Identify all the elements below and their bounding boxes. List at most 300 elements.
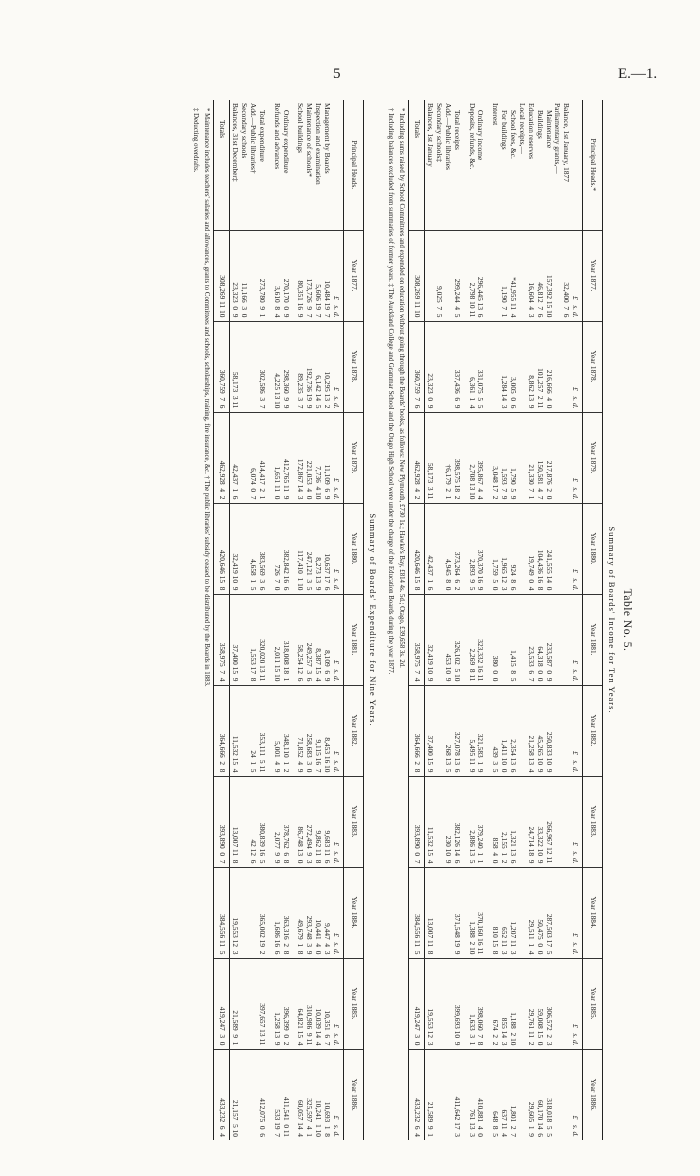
value-cell: 1,388 2 10 [467, 867, 476, 958]
value-cell: 325,597 4 1 [304, 1049, 313, 1140]
value-cell: 32,419 10 9 [425, 594, 434, 685]
row-label: Buildings [535, 110, 545, 139]
value-cell: 370,370 16 9 [476, 503, 485, 594]
unit-cell: £ s. d. [331, 867, 343, 958]
total-cell: 358,975 7 4 [214, 594, 230, 685]
value-cell: 230 10 9 [443, 776, 452, 867]
column-header-year: Year 1885. [583, 958, 603, 1049]
value-cell: 272,494 9 3 [304, 776, 313, 867]
value-cell: 172,867 14 3 [296, 412, 305, 503]
table-subtitle: Summary of Boards' Income for Ten Years. [607, 526, 618, 714]
row-label: Deposits, refunds, &c. [467, 103, 477, 170]
value-cell [443, 230, 452, 321]
unit-cell: £ s. d. [570, 958, 582, 1049]
value-cell: 674 2 2 [490, 958, 499, 1049]
value-cell: 1,633 3 1 [467, 958, 476, 1049]
value-cell: 383,569 3 6 [257, 503, 266, 594]
value-cell [239, 958, 248, 1049]
total-cell: 364,666 2 8 [409, 685, 425, 776]
value-cell: 761 13 3 [467, 1049, 476, 1140]
value-cell [434, 594, 443, 685]
value-cell: 321,583 1 9 [476, 685, 485, 776]
value-cell: 21,589 9 1 [425, 1049, 434, 1140]
value-cell: 318,008 18 1 [281, 594, 290, 685]
value-cell [561, 412, 570, 503]
row-label: Ordinary expenditure [281, 110, 291, 174]
value-cell: 410,881 4 0 [476, 1049, 485, 1140]
value-cell [517, 776, 526, 867]
value-cell: 9,683 11 6 [322, 776, 331, 867]
value-cell [425, 230, 434, 321]
table-row [490, 100, 499, 1140]
column-header-year: Year 1884. [343, 867, 363, 958]
value-cell [517, 1049, 526, 1140]
page-number: 5 [333, 66, 341, 82]
value-cell: 89,235 3 7 [296, 321, 305, 412]
value-cell: 23,323 0 9 [230, 230, 239, 321]
value-cell: 5,001 4 9 [272, 685, 281, 776]
value-cell: 7,736 4 10 [313, 412, 322, 503]
value-cell: 453 10 9 [443, 594, 452, 685]
value-cell: 9,115 16 7 [313, 685, 322, 776]
value-cell [490, 321, 499, 412]
total-cell: 360,759 7 6 [214, 321, 230, 412]
value-cell: 1,188 2 10 [508, 958, 517, 1049]
unit-cell: £ s. d. [570, 230, 582, 321]
value-cell [553, 594, 562, 685]
unit-cell: £ s. d. [570, 503, 582, 594]
value-cell: 924 8 6 [508, 503, 517, 594]
value-cell: 373,264 6 2 [452, 503, 461, 594]
row-label: Secondary schools‡ [434, 103, 444, 162]
table-row [526, 100, 535, 1140]
value-cell: 157,392 15 10 [544, 230, 553, 321]
total-cell: 433,232 6 4 [409, 1049, 425, 1140]
value-cell: *41,955 11 4 [508, 230, 517, 321]
value-cell: 380 0 0 [490, 594, 499, 685]
table-row [544, 100, 553, 1140]
column-header-year: Year 1883. [583, 776, 603, 867]
value-cell: 363,316 2 8 [281, 867, 290, 958]
footnote: * Including sums raised by School Committees and expended on education without going through the Boards' books, as follows: New Plymouth, £730 1s.; Hawke's Bay, £814 4s. 5d.; Otago, £39,658 3s. 2d. [398, 108, 406, 668]
total-cell: 419,247 3 0 [409, 958, 425, 1049]
value-cell [561, 503, 570, 594]
table-row [452, 100, 461, 1140]
income-table [408, 100, 603, 1140]
value-cell: 8,387 15 4 [313, 594, 322, 685]
table-row [257, 100, 266, 1140]
row-label: Ordinary income [476, 110, 486, 161]
value-cell: 42,437 1 6 [230, 412, 239, 503]
value-cell [499, 594, 508, 685]
value-cell: 241,555 14 0 [544, 503, 553, 594]
value-cell: 21,330 7 1 [526, 412, 535, 503]
value-cell: 104,436 16 8 [535, 503, 544, 594]
value-cell: 268 13 5 [443, 685, 452, 776]
total-cell: 420,646 15 8 [214, 503, 230, 594]
value-cell: 1,651 11 0 [272, 412, 281, 503]
value-cell: 249,257 3 6 [304, 594, 313, 685]
table-row [248, 100, 257, 1140]
value-cell [239, 412, 248, 503]
value-cell: 59,008 15 0 [535, 958, 544, 1049]
value-cell [248, 958, 257, 1049]
value-cell: 353,111 5 11 [257, 685, 266, 776]
value-cell: 11,166 3 0 [239, 230, 248, 321]
column-header-year: Year 1883. [343, 776, 363, 867]
value-cell [561, 321, 570, 412]
totals-row [409, 100, 425, 1140]
footnote: * Maintenance includes teachers' salaries and allowances, grants to Committees and schools, scholarships, training, fire insurance, &c. † The public libraries' subsidy ceased to be distributed by the Boards in 1883. [203, 108, 211, 687]
value-cell [248, 230, 257, 321]
value-cell: 398,575 18 2 [452, 412, 461, 503]
table-row [508, 100, 517, 1140]
value-cell: 32,400 7 6 [561, 230, 570, 321]
value-cell: 327,078 13 6 [452, 685, 461, 776]
value-cell: 382,842 16 6 [281, 503, 290, 594]
spacer-cell [484, 321, 490, 412]
value-cell: 378,762 6 8 [281, 776, 290, 867]
value-cell: 10,039 14 4 [313, 958, 322, 1049]
value-cell: 50,475 0 0 [535, 867, 544, 958]
value-cell [553, 958, 562, 1049]
value-cell: 412,765 11 9 [281, 412, 290, 503]
value-cell: 10,441 4 0 [313, 867, 322, 958]
value-cell: 382,126 14 6 [452, 776, 461, 867]
value-cell: 1,790 5 9 [508, 412, 517, 503]
value-cell [239, 594, 248, 685]
income-footnotes [386, 100, 405, 1140]
value-cell: 221,053 4 0 [304, 412, 313, 503]
value-cell: †6,179 2 1 [443, 412, 452, 503]
value-cell: 10,484 19 7 [322, 230, 331, 321]
value-cell [517, 685, 526, 776]
table-row [322, 100, 331, 1140]
value-cell [443, 1049, 452, 1140]
value-cell: 2,886 13 5 [467, 776, 476, 867]
value-cell: 270,170 0 9 [281, 230, 290, 321]
value-cell: 10,351 6 7 [322, 958, 331, 1049]
value-cell: 258,683 3 0 [304, 685, 313, 776]
total-cell: 308,269 11 10 [214, 230, 230, 321]
footnote: ‡ Deducting overdrafts. [192, 108, 200, 173]
value-cell: 323,332 16 11 [476, 594, 485, 685]
unit-row [331, 100, 343, 1140]
column-header-year: Year 1880. [343, 503, 363, 594]
value-cell: 1,759 5 0 [490, 503, 499, 594]
value-cell [443, 867, 452, 958]
value-cell [517, 412, 526, 503]
total-cell: 419,247 3 0 [214, 958, 230, 1049]
value-cell [517, 230, 526, 321]
value-cell: 348,110 1 2 [281, 685, 290, 776]
value-cell [553, 1049, 562, 1140]
value-cell [239, 321, 248, 412]
rotated-page-content [65, 100, 635, 1140]
spacer-row [461, 100, 467, 1140]
row-label: Balances, 1st January [426, 103, 436, 167]
value-cell: 60,057 14 4 [296, 1049, 305, 1140]
value-cell: 296,445 13 6 [476, 230, 485, 321]
total-cell: 393,890 0 7 [409, 776, 425, 867]
spacer-row [484, 100, 490, 1140]
value-cell: 192,736 19 9 [304, 321, 313, 412]
column-header-year: Year 1877. [583, 230, 603, 321]
row-label: Management by Boards [323, 103, 333, 174]
value-cell [490, 230, 499, 321]
page-reference: E.—1. [618, 66, 658, 82]
row-label: Refunds and advances [272, 103, 282, 170]
value-cell: 397,657 13 11 [257, 958, 266, 1049]
value-cell: 2,155 1 2 [499, 776, 508, 867]
value-cell: 299,244 4 5 [452, 230, 461, 321]
value-cell: 11,532 15 4 [230, 685, 239, 776]
value-cell: 3,048 17 2 [490, 412, 499, 503]
value-cell: 2,011 15 10 [272, 594, 281, 685]
unit-cell: £ s. d. [570, 685, 582, 776]
value-cell [517, 958, 526, 1049]
column-header-year: Year 1886. [343, 1049, 363, 1140]
value-cell: 266,967 12 11 [544, 776, 553, 867]
table-row [517, 100, 526, 1140]
table-row [272, 100, 281, 1140]
value-cell: 33,322 10 9 [535, 776, 544, 867]
value-cell: 10,637 17 6 [322, 503, 331, 594]
column-header-year: Year 1885. [343, 958, 363, 1049]
value-cell [553, 503, 562, 594]
value-cell: 412,075 0 6 [257, 1049, 266, 1140]
table-title: Table No. 5. [621, 588, 633, 652]
value-cell: 150,581 4 7 [535, 412, 544, 503]
value-cell [517, 321, 526, 412]
row-label: Education reserves [526, 103, 536, 160]
value-cell: 250,833 10 9 [544, 685, 553, 776]
value-cell: 439 3 5 [490, 685, 499, 776]
value-cell: 648 8 5 [490, 1049, 499, 1140]
value-cell [434, 412, 443, 503]
value-cell: 396,399 0 2 [281, 958, 290, 1049]
row-label: Maintenance of schools* [305, 103, 315, 177]
value-cell: 2,708 13 10 [467, 412, 476, 503]
value-cell [561, 867, 570, 958]
value-cell [434, 867, 443, 958]
value-cell: 11,532 15 4 [425, 776, 434, 867]
value-cell: 8,273 13 9 [313, 503, 322, 594]
table-row [230, 100, 239, 1140]
totals-row [214, 100, 230, 1140]
value-cell: 10,241 1 10 [313, 1049, 322, 1140]
table-row [499, 100, 508, 1140]
table-row [561, 100, 570, 1140]
value-cell: 58,173 3 11 [230, 321, 239, 412]
row-label: Total receipts [452, 110, 462, 150]
value-cell: 652 11 3 [499, 867, 508, 958]
unit-row [570, 100, 582, 1140]
value-cell: 395,867 4 4 [476, 412, 485, 503]
value-cell: 320,020 13 11 [257, 594, 266, 685]
value-cell: 58,254 12 6 [296, 594, 305, 685]
unit-cell: £ s. d. [331, 594, 343, 685]
value-cell [434, 958, 443, 1049]
row-label: Secondary schools [240, 103, 250, 159]
total-cell: 384,556 11 5 [214, 867, 230, 958]
value-cell [553, 685, 562, 776]
column-header-year: Year 1879. [343, 412, 363, 503]
table-row [443, 100, 452, 1140]
unit-cell: £ s. d. [331, 1049, 343, 1140]
value-cell: 9,862 11 8 [313, 776, 322, 867]
value-cell: 3,610 8 4 [272, 230, 281, 321]
row-label: Add.—Public libraries† [248, 103, 258, 174]
value-cell: 24,714 18 9 [526, 776, 535, 867]
value-cell: 1,321 13 6 [508, 776, 517, 867]
value-cell: 247,121 3 5 [304, 503, 313, 594]
row-label: School buildings [296, 103, 306, 153]
value-cell: 411,642 17 3 [452, 1049, 461, 1140]
value-cell: 71,852 4 9 [296, 685, 305, 776]
value-cell: 37,400 15 9 [425, 685, 434, 776]
total-cell: 433,232 6 4 [214, 1049, 230, 1140]
table-row [553, 100, 562, 1140]
value-cell: 8,109 6 9 [322, 594, 331, 685]
value-cell: 1,258 13 9 [272, 958, 281, 1049]
total-cell: 420,646 15 8 [409, 503, 425, 594]
spacer-row [266, 100, 272, 1140]
value-cell: 23,323 0 9 [425, 321, 434, 412]
value-cell [561, 685, 570, 776]
value-cell: 273,780 9 1 [257, 230, 266, 321]
value-cell: 217,876 2 0 [544, 412, 553, 503]
value-cell: 24 1 5 [248, 685, 257, 776]
row-label: Inspection and examination [314, 103, 324, 185]
column-header-year: Year 1877. [343, 230, 363, 321]
value-cell [561, 776, 570, 867]
table-row [239, 100, 248, 1140]
value-cell [248, 867, 257, 958]
value-cell: 533 19 7 [272, 1049, 281, 1140]
value-cell [517, 594, 526, 685]
total-cell: 358,975 7 4 [409, 594, 425, 685]
value-cell: 2,893 9 5 [467, 503, 476, 594]
row-label: Interest [491, 103, 501, 126]
value-cell: 58,173 3 11 [425, 412, 434, 503]
unit-cell: £ s. d. [331, 776, 343, 867]
unit-cell: £ s. d. [570, 321, 582, 412]
expenditure-table [213, 100, 363, 1140]
value-cell: 6,361 1 4 [467, 321, 476, 412]
value-cell: 37,400 15 9 [230, 594, 239, 685]
value-cell: 23,533 6 7 [526, 594, 535, 685]
unit-cell-blank [570, 100, 582, 230]
column-header-year: Year 1886. [583, 1049, 603, 1140]
value-cell [553, 867, 562, 958]
row-label: Balances, 31st December‡ [231, 103, 241, 182]
value-cell: 6,074 0 7 [248, 412, 257, 503]
value-cell [239, 867, 248, 958]
value-cell [239, 1049, 248, 1140]
column-header-principal-heads: Principal Heads. [343, 100, 363, 230]
value-cell [553, 412, 562, 503]
value-cell: 1,207 11 3 [508, 867, 517, 958]
column-header-year: Year 1884. [583, 867, 603, 958]
column-header-principal-heads: Principal Heads.* [583, 100, 603, 230]
totals-label: Totals [409, 100, 425, 230]
table-row [304, 100, 313, 1140]
value-cell: 21,258 13 4 [526, 685, 535, 776]
value-cell: 9,025 7 5 [434, 230, 443, 321]
value-cell: 10,693 1 8 [322, 1049, 331, 1140]
value-cell: 29,605 1 9 [526, 1049, 535, 1140]
value-cell: 337,436 6 9 [452, 321, 461, 412]
row-label: Balance, 1st January, 1877 [562, 103, 572, 182]
value-cell: 1,190 7 1 [499, 230, 508, 321]
value-cell: 19,749 0 4 [526, 503, 535, 594]
column-header-year: Year 1879. [583, 412, 603, 503]
value-cell: 21,157 5 10 [230, 1049, 239, 1140]
value-cell: 379,240 1 1 [476, 776, 485, 867]
value-cell: 117,410 1 10 [296, 503, 305, 594]
value-cell: 101,257 2 11 [535, 321, 544, 412]
value-cell: 42,437 1 6 [425, 503, 434, 594]
column-header-year: Year 1881. [583, 594, 603, 685]
value-cell: 13,007 11 8 [230, 776, 239, 867]
value-cell [561, 594, 570, 685]
value-cell [239, 503, 248, 594]
value-cell [434, 1049, 443, 1140]
column-header-year: Year 1878. [343, 321, 363, 412]
value-cell: 42 12 6 [248, 776, 257, 867]
column-header-year: Year 1882. [343, 685, 363, 776]
value-cell: 86,748 13 0 [296, 776, 305, 867]
value-cell: 1,553 17 8 [248, 594, 257, 685]
value-cell: 365,002 19 2 [257, 867, 266, 958]
value-cell [248, 321, 257, 412]
value-cell: 371,548 19 9 [452, 867, 461, 958]
value-cell: 1,965 12 3 [499, 503, 508, 594]
footnote: † Including balances excluded from summaries of former years. ‡ The Auckland College and Grammar School and the Otago High School were under the charge of the Education Boards during the year 1877. [387, 108, 395, 675]
total-cell: 360,759 7 6 [409, 321, 425, 412]
value-cell: 64,821 15 4 [296, 958, 305, 1049]
value-cell: 11,109 6 9 [322, 412, 331, 503]
total-cell: 384,556 11 5 [409, 867, 425, 958]
value-cell: 19,553 12 3 [230, 867, 239, 958]
table-row [467, 100, 476, 1140]
value-cell [248, 1049, 257, 1140]
row-label: Total expenditure [257, 110, 267, 162]
value-cell: 5,606 19 7 [313, 230, 322, 321]
unit-cell: £ s. d. [331, 230, 343, 321]
total-cell: 308,269 11 10 [409, 230, 425, 321]
unit-cell: £ s. d. [331, 321, 343, 412]
value-cell [239, 685, 248, 776]
value-cell [553, 321, 562, 412]
value-cell: 8,862 13 9 [526, 321, 535, 412]
value-cell: 64,318 0 0 [535, 594, 544, 685]
value-cell: 6,142 14 5 [313, 321, 322, 412]
value-cell [553, 776, 562, 867]
total-cell: 462,928 4 2 [409, 412, 425, 503]
column-header-year: Year 1880. [583, 503, 603, 594]
unit-cell: £ s. d. [570, 776, 582, 867]
table-row [313, 100, 322, 1140]
value-cell: 1,686 16 6 [272, 867, 281, 958]
value-cell: 49,679 1 8 [296, 867, 305, 958]
value-cell: 60,170 14 6 [535, 1049, 544, 1140]
value-cell: 10,295 13 2 [322, 321, 331, 412]
total-cell: 364,666 2 8 [214, 685, 230, 776]
unit-cell-blank [331, 100, 343, 230]
row-label: Maintenance [544, 110, 554, 149]
